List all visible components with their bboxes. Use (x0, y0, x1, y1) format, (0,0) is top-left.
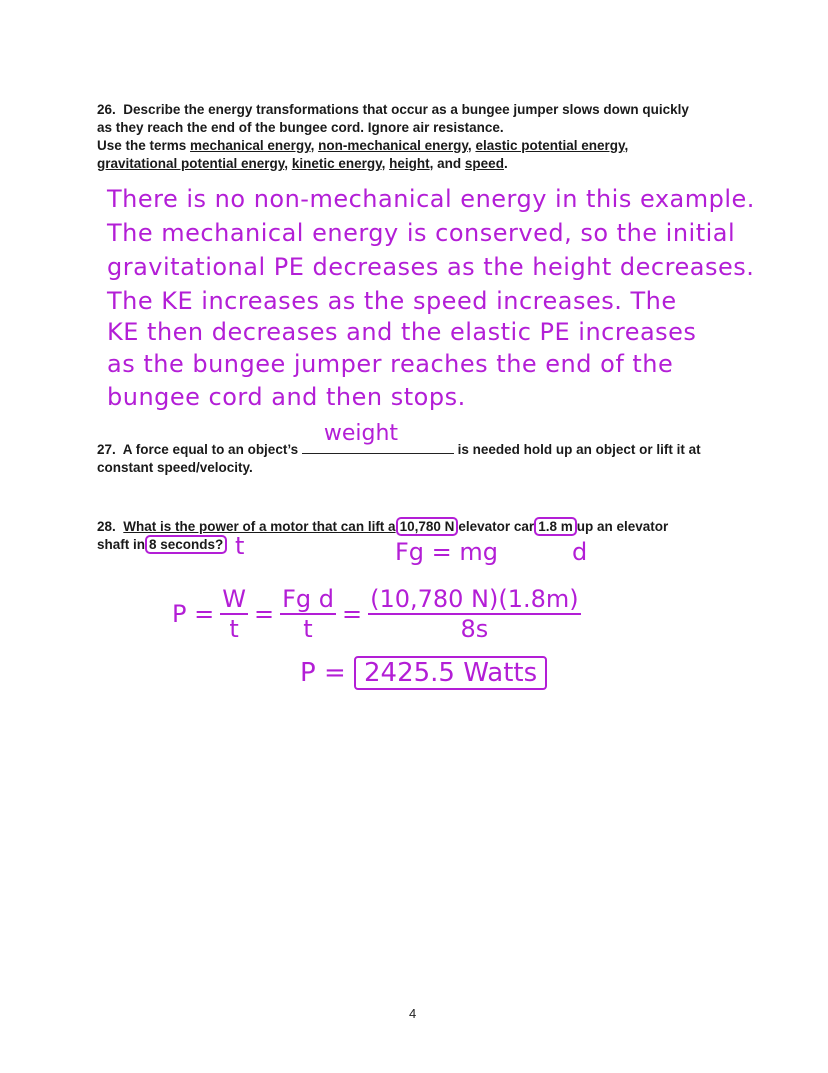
boxed-result: 2425.5 Watts (354, 656, 547, 690)
question-26-prompt (97, 101, 689, 173)
circled-force: 10,780 N (396, 517, 459, 536)
fraction-fgd-over-t: $\frac{\text{Fg d}}{t}$ (282, 585, 334, 643)
answer-line: KE then decreases and the elastic PE increases (107, 318, 697, 346)
answer-line: bungee cord and then stops. (107, 383, 466, 411)
page-number: 4 (409, 1006, 417, 1021)
answer-line: as the bungee jumper reaches the end of the (107, 350, 674, 378)
circled-time: 8 seconds? (145, 535, 227, 554)
question-27: 27. A force equal to an object’s weight is needed hold up an object or lift it at constant speed/velocity. (97, 421, 701, 475)
power-equation: P = $\frac{W}{t}$ = $\frac{\text{Fg d}}{t}$ = $\frac{(10,780 N)(1.8m)}{8s}$ (172, 585, 579, 643)
answer-line: gravitational PE decreases as the height decreases. (107, 253, 755, 281)
question-28: 28. What is the power of a motor that can lift a 10,780 N elevator car 1.8 m up an elevator shaft in 8 seconds? (97, 519, 669, 552)
term: speed (464, 156, 504, 171)
answer-line: The KE increases as the speed increases. The (107, 287, 677, 315)
question-number: 26. (97, 102, 116, 117)
annotation-t: t (235, 532, 245, 560)
question-number: 27. (97, 442, 116, 457)
term: gravitational potential energy (97, 156, 285, 171)
terms-line: Use the terms mechanical energy, non-mechanical energy, elastic potential energy, (97, 138, 629, 153)
term: elastic potential energy (475, 138, 625, 153)
circled-distance: 1.8 m (534, 517, 577, 536)
question-number: 28. (97, 519, 116, 534)
answer-line: The mechanical energy is conserved, so the initial (107, 219, 736, 247)
fraction-substitution: $\frac{(10,780 N)(1.8m)}{8s}$ (370, 585, 579, 643)
term: height (389, 156, 430, 171)
power-result: P = 2425.5 Watts (300, 658, 547, 688)
answer-line: There is no non-mechanical energy in this example. (107, 185, 755, 213)
term: non-mechanical energy (318, 138, 468, 153)
answer-blank (302, 421, 454, 454)
annotation-d: d (572, 538, 588, 566)
term: mechanical energy (190, 138, 311, 153)
annotation-fg-mg: Fg = mg (395, 538, 499, 566)
prompt-line: as they reach the end of the bungee cord. Ignore air resistance. (97, 120, 504, 135)
handwritten-answer-27: weight (323, 421, 399, 446)
prompt-line: Describe the energy transformations that occur as a bungee jumper slows down quickly (123, 102, 689, 117)
fraction-w-over-t: $\frac{W}{t}$ (222, 585, 246, 643)
term: kinetic energy (291, 156, 382, 171)
terms-line: gravitational potential energy, kinetic energy, height, and speed. (97, 156, 508, 171)
